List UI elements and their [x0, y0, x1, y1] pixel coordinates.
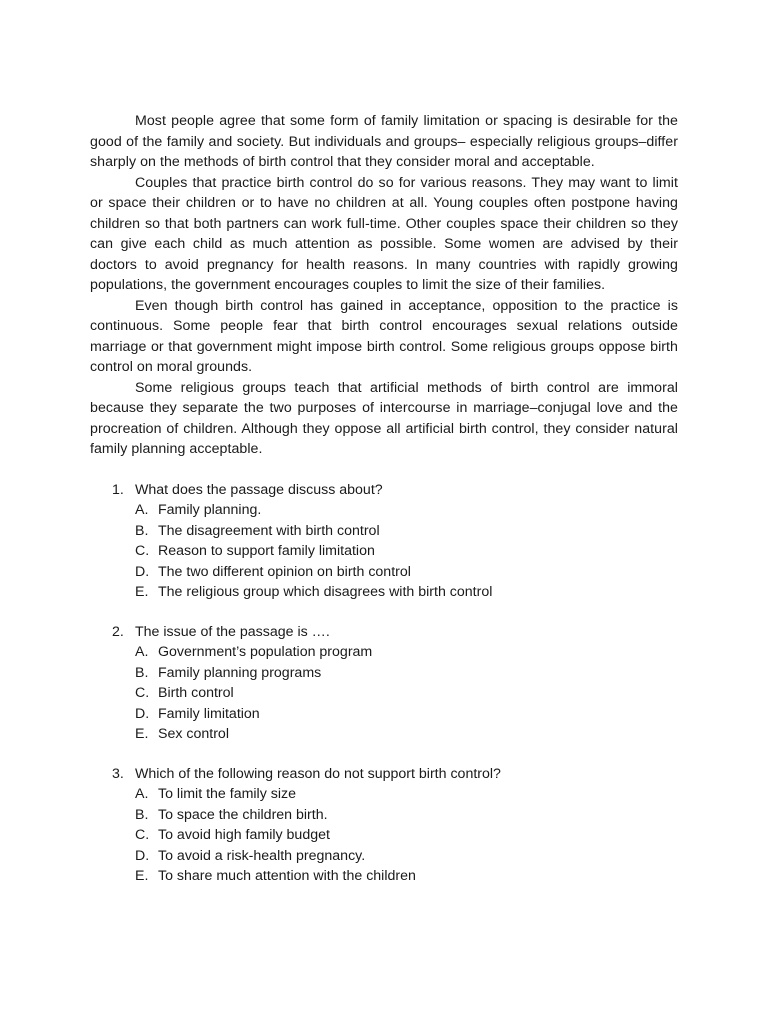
- option-text: Government’s population program: [158, 644, 373, 660]
- option-text: Family planning.: [158, 502, 262, 518]
- option-text: To space the children birth.: [158, 806, 328, 823]
- answer-option: [90, 825, 678, 846]
- answer-option: [90, 663, 678, 684]
- answer-options: [90, 784, 678, 887]
- answer-option: [90, 846, 678, 867]
- option-letter: E.: [135, 584, 149, 600]
- question-number: 3.: [112, 765, 124, 782]
- answer-option: [90, 500, 678, 521]
- question-stem: [90, 480, 678, 501]
- option-letter: E.: [135, 868, 149, 884]
- option-text: To limit the family size: [158, 786, 296, 802]
- answer-option: [90, 521, 678, 542]
- answer-option: [90, 805, 678, 826]
- option-text: Birth control: [158, 685, 234, 701]
- option-letter: B.: [135, 806, 149, 823]
- answer-option: [90, 704, 678, 725]
- option-letter: C.: [135, 685, 150, 701]
- answer-option: [90, 582, 678, 603]
- option-text: Family limitation: [158, 705, 260, 722]
- answer-option: [90, 642, 678, 663]
- question-1: [90, 480, 678, 603]
- option-text: The two different opinion on birth control: [158, 563, 411, 580]
- question-number: 2.: [112, 623, 124, 640]
- question-text: The issue of the passage is ….: [135, 623, 330, 640]
- passage-paragraph-1: Most people agree that some form of family limitation or spacing is desirable for the good of the family and society. But individuals and groups– especially religious groups–differ sharply on the methods of birth control that they consider moral and acceptable.: [90, 113, 678, 170]
- answer-option: [90, 541, 678, 562]
- option-letter: A.: [135, 644, 149, 660]
- passage-paragraph-2: Couples that practice birth control do so for various reasons. They may want to limit or space their children or to have no children at all. Young couples often postpone having children so that both partners can work full-time. Other couples space their children so they can give each child as much attention as possible. Some women are advised by their doctors to avoid pregnancy for health reasons. In many countries with rapidly growing populations, the government encourages couples to limit the size of their families.: [90, 174, 678, 293]
- reading-passage: [90, 111, 678, 460]
- option-text: Reason to support family limitation: [158, 543, 375, 559]
- option-text: The religious group which disagrees with birth control: [158, 584, 493, 600]
- option-text: The disagreement with birth control: [158, 522, 380, 539]
- option-text: Family planning programs: [158, 664, 322, 681]
- answer-option: [90, 724, 678, 745]
- question-stem: [90, 764, 678, 785]
- question-stem: [90, 622, 678, 643]
- option-text: To share much attention with the children: [158, 868, 416, 884]
- answer-option: [90, 683, 678, 704]
- option-letter: E.: [135, 726, 149, 742]
- question-2: [90, 622, 678, 745]
- option-letter: A.: [135, 786, 149, 802]
- option-letter: C.: [135, 543, 150, 559]
- option-text: Sex control: [158, 726, 229, 742]
- option-letter: A.: [135, 502, 149, 518]
- option-letter: D.: [135, 705, 150, 722]
- option-letter: B.: [135, 522, 149, 539]
- answer-option: [90, 562, 678, 583]
- answer-options: [90, 642, 678, 745]
- passage-paragraph-4: Some religious groups teach that artificial methods of birth control are immoral because they separate the two purposes of intercourse in marriage–conjugal love and the procreation of children. Although they oppose all artificial birth control, they consider natural family planning acceptable.: [90, 379, 678, 457]
- question-text: Which of the following reason do not support birth control?: [135, 765, 501, 782]
- option-letter: B.: [135, 664, 149, 681]
- passage-paragraph-3: Even though birth control has gained in acceptance, opposition to the practice is continuous. Some people fear that birth control encourages sexual relations outside marriage or that government might impose birth control. Some religious groups oppose birth control on moral grounds.: [90, 297, 678, 375]
- answer-option: [90, 784, 678, 805]
- option-letter: C.: [135, 827, 150, 843]
- option-text: To avoid high family budget: [158, 827, 330, 843]
- answer-options: [90, 500, 678, 603]
- option-text: To avoid a risk-health pregnancy.: [158, 847, 366, 864]
- answer-option: [90, 866, 678, 887]
- question-number: 1.: [112, 481, 124, 498]
- question-3: [90, 764, 678, 887]
- option-letter: D.: [135, 563, 150, 580]
- option-letter: D.: [135, 847, 150, 864]
- question-text: What does the passage discuss about?: [135, 481, 383, 498]
